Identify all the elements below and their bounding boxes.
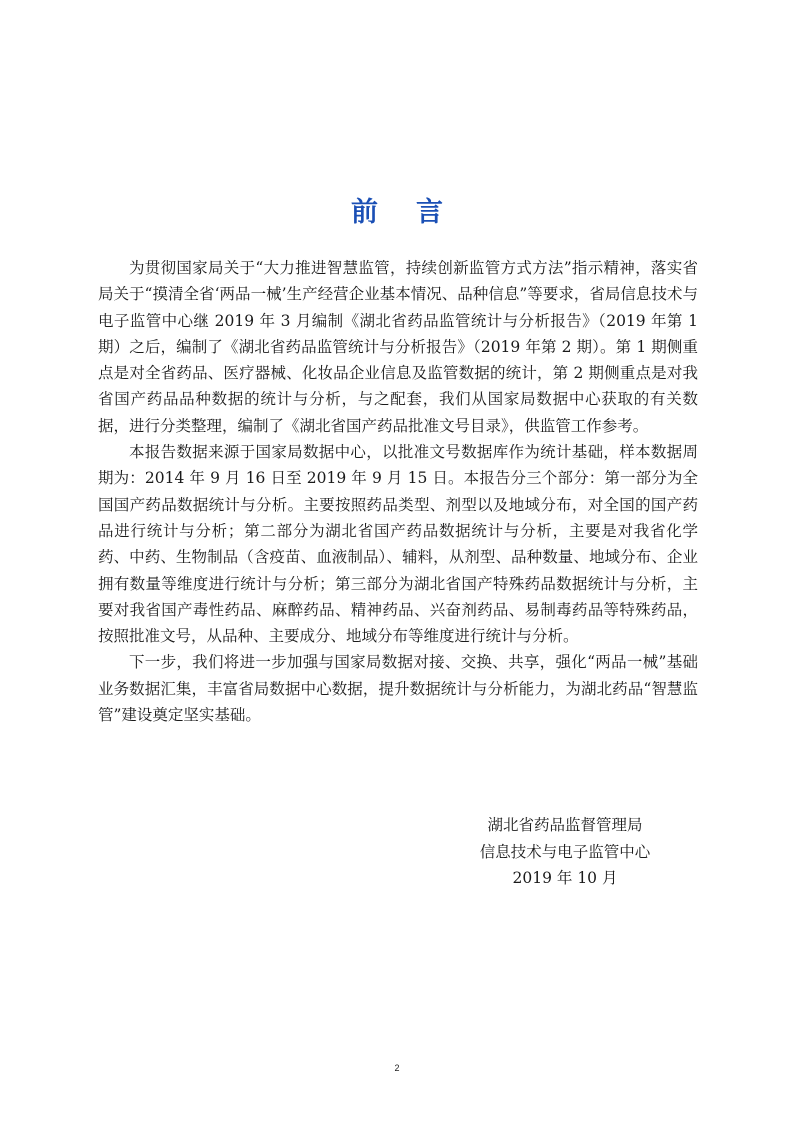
paragraph-purpose: 为贯彻国家局关于“大力推进智慧监管，持续创新监管方式方法”指示精神，落实省局关于“摸清全省‘两品一械’生产经营企业基本情况、品种信息”等要求，省局信息技术与电子监管中心继 2019 年 3 月编制《湖北省药品监管统计与分析报告》（2019 年第 1 期）之后，编制了《湖北省药品监管统计与分析报告》（2019 年第 2 期）。第 1 期侧重点是对全省药品、医疗器械、化妆品企业信息及监管数据的统计，第 2 期侧重点是对我省国产药品品种数据的统计与分析，与之配套，我们从国家局数据中心获取的有关数据，进行分类整理，编制了《湖北省国产药品批准文号目录》，供监管工作参考。	[98, 259, 698, 435]
paragraph-data-source: 本报告数据来源于国家局数据中心，以批准文号数据库作为统计基础，样本数据周期为：2014 年 9 月 16 日至 2019 年 9 月 15 日。本报告分三个部分：第一部分为全国国产药品数据统计与分析。主要按照药品类型、剂型以及地域分布，对全国的国产药品进行统计与分析；第二部分为湖北省国产药品数据统计与分析，主要是对我省化学药、中药、生物制品（含疫苗、血液制品）、辅料，从剂型、品种数量、地域分布、企业拥有数量等维度进行统计与分析；第三部分为湖北省国产特殊药品数据统计与分析，主要对我省国产毒性药品、麻醉药品、精神药品、兴奋剂药品、易制毒药品等特殊药品，按照批准文号，从品种、主要成分、地域分布等维度进行统计与分析。	[98, 443, 698, 646]
signature-date: 2019 年 10 月	[512, 869, 618, 887]
signature-block	[460, 812, 670, 892]
title-char-1: 前	[351, 197, 378, 228]
paragraph-next-steps: 下一步，我们将进一步加强与国家局数据对接、交换、共享，强化“两品一械”基础业务数据汇集，丰富省局数据中心数据，提升数据统计与分析能力，为湖北药品“智慧监管”建设奠定坚实基础。	[98, 653, 698, 725]
preface-body	[98, 255, 698, 728]
signature-organization: 湖北省药品监督管理局	[487, 816, 643, 834]
page-number: 2	[394, 1063, 400, 1073]
page-title	[0, 190, 794, 229]
title-char-2: 言	[416, 197, 443, 228]
signature-department: 信息技术与电子监管中心	[479, 842, 651, 861]
